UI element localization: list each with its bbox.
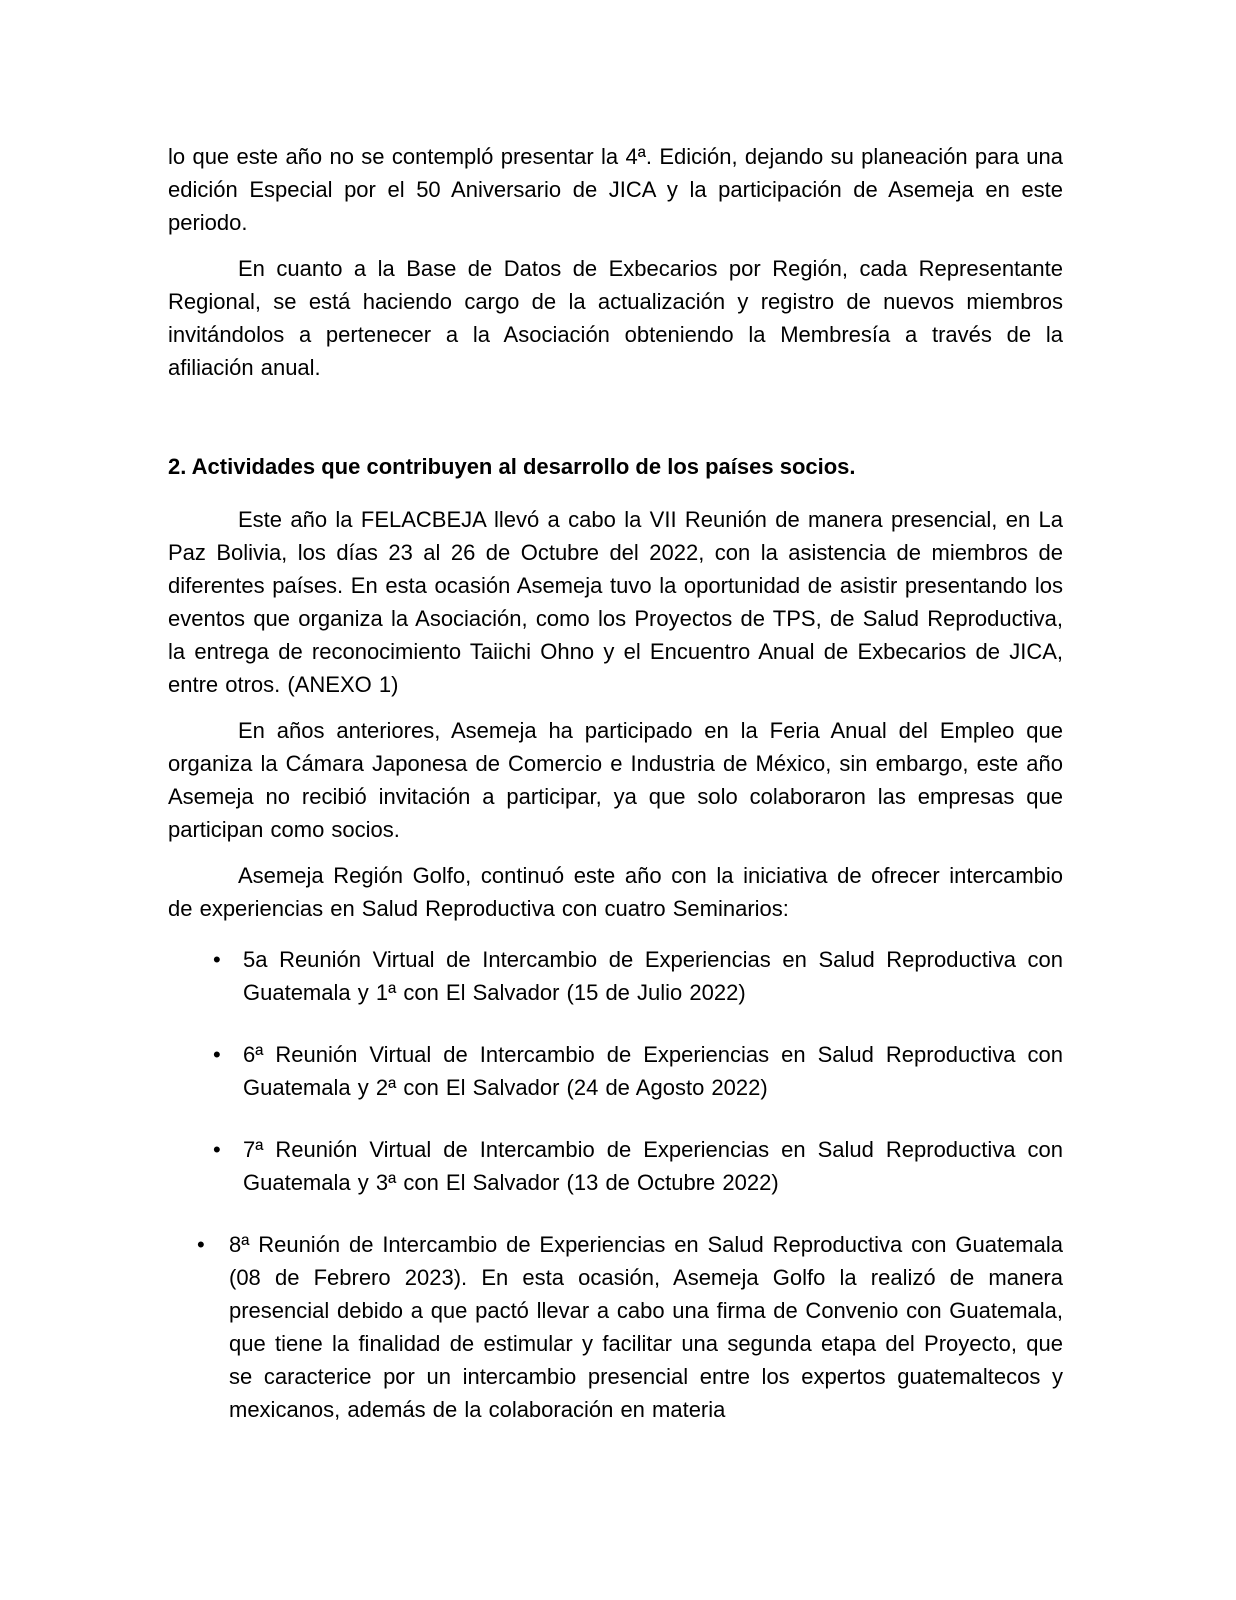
list-item-seminar-6 xyxy=(168,1038,1063,1104)
list-item-text: 8ª Reunión de Intercambio de Experiencias en Salud Reproductiva con Guatemala (08 de Febrero 2023). En esta ocasión, Asemeja Golfo la realizó de manera presencial debido a que pactó llevar a cabo una firma de Convenio con Guatemala, que tiene la finalidad de estimular y facilitar una segunda etapa del Proyecto, que se caracterice por un intercambio presencial entre los expertos guatemaltecos y mexicanos, además de la colaboración en materia xyxy=(229,1232,1063,1422)
paragraph-intro-continuation: lo que este año no se contempló presentar la 4ª. Edición, dejando su planeación para una edición Especial por el 50 Aniversario de JICA y la participación de Asemeja en este periodo. xyxy=(168,144,1063,235)
list-item-seminar-8 xyxy=(168,1228,1063,1426)
list-item-seminar-5 xyxy=(168,943,1063,1009)
bullet-icon: • xyxy=(197,1232,205,1257)
list-item-text: 6ª Reunión Virtual de Intercambio de Experiencias en Salud Reproductiva con Guatemala y 2ª con El Salvador (24 de Agosto 2022) xyxy=(243,1042,1063,1100)
seminar-list xyxy=(168,943,1063,1426)
paragraph-region-golfo: Asemeja Región Golfo, continuó este año con la iniciativa de ofrecer intercambio de experiencias en Salud Reproductiva con cuatro Seminarios: xyxy=(168,863,1063,921)
bullet-icon: • xyxy=(213,1042,221,1067)
paragraph-feria-empleo: En años anteriores, Asemeja ha participado en la Feria Anual del Empleo que organiza la Cámara Japonesa de Comercio e Industria de México, sin embargo, este año Asemeja no recibió invitación a participar, ya que solo colaboraron las empresas que participan como socios. xyxy=(168,718,1063,842)
bullet-icon: • xyxy=(213,1137,221,1162)
list-item-text: 7ª Reunión Virtual de Intercambio de Experiencias en Salud Reproductiva con Guatemala y 3ª con El Salvador (13 de Octubre 2022) xyxy=(243,1137,1063,1195)
bullet-icon: • xyxy=(213,947,221,972)
paragraph-felacbeja: Este año la FELACBEJA llevó a cabo la VII Reunión de manera presencial, en La Paz Bolivia, los días 23 al 26 de Octubre del 2022, con la asistencia de miembros de diferentes países. En esta ocasión Asemeja tuvo la oportunidad de asistir presentando los eventos que organiza la Asociación, como los Proyectos de TPS, de Salud Reproductiva, la entrega de reconocimiento Taiichi Ohno y el Encuentro Anual de Exbecarios de JICA, entre otros. (ANEXO 1) xyxy=(168,507,1063,697)
list-item-seminar-7 xyxy=(168,1133,1063,1199)
section-heading: 2. Actividades que contribuyen al desarrollo de los países socios. xyxy=(168,454,856,479)
paragraph-base-datos: En cuanto a la Base de Datos de Exbecarios por Región, cada Representante Regional, se está haciendo cargo de la actualización y registro de nuevos miembros invitándolos a pertenecer a la Asociación obteniendo la Membresía a través de la afiliación anual. xyxy=(168,256,1063,380)
list-item-text: 5a Reunión Virtual de Intercambio de Experiencias en Salud Reproductiva con Guatemala y 1ª con El Salvador (15 de Julio 2022) xyxy=(243,947,1063,1005)
